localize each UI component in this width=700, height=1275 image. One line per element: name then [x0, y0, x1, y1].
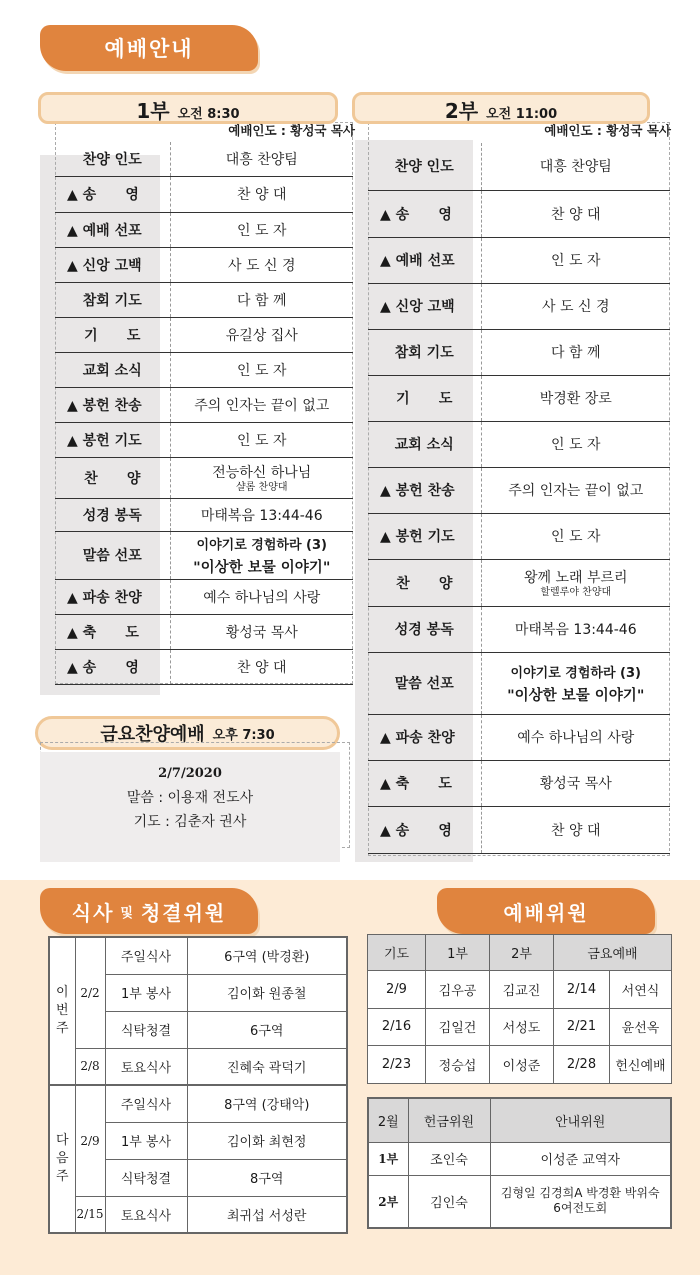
order-value: 인 도 자	[170, 422, 353, 457]
sermon-title: "이상한 보물 이야기"	[507, 687, 645, 704]
offering-header: 헌금위원	[408, 1098, 490, 1142]
order-value	[481, 559, 670, 606]
order-label: ▲ 신앙 고백	[55, 247, 170, 282]
order-value: 사 도 신 경	[481, 283, 670, 329]
meal-type: 1부 봉사	[105, 1122, 187, 1159]
offering-month: 2월	[368, 1098, 408, 1142]
staff-cell: 2/21	[554, 1008, 610, 1046]
order-row	[368, 559, 670, 606]
worship-staff-title-text: 예배위원	[503, 900, 589, 925]
order-value: 황성국 목사	[481, 760, 670, 806]
order-row	[55, 212, 353, 247]
order-row	[368, 760, 670, 806]
order-label: ▲ 송 영	[55, 649, 170, 684]
order-row	[55, 579, 353, 614]
service2-header	[352, 92, 650, 124]
order-value: 황성국 목사	[170, 614, 353, 649]
meal-title-main: 식사	[71, 900, 115, 925]
order-row	[368, 652, 670, 714]
order-row	[368, 329, 670, 375]
meal-cleaning-title	[40, 888, 258, 934]
meal-title-rest: 청결위원	[140, 900, 227, 925]
meal-who: 6구역 (박경환)	[187, 937, 347, 974]
order-row	[55, 422, 353, 457]
friday-date: 2/7/2020	[158, 766, 222, 781]
order-value: 인 도 자	[481, 237, 670, 283]
order-value: 주의 인자는 끝이 없고	[170, 387, 353, 422]
order-label: ▲ 봉헌 기도	[368, 513, 481, 559]
order-value: 인 도 자	[170, 352, 353, 387]
meal-type: 식탁청결	[105, 1011, 187, 1048]
anthem-title: 전능하신 하나님	[212, 465, 312, 481]
meal-who: 김이화 원종철	[187, 974, 347, 1011]
staff-cell: 서성도	[490, 1008, 554, 1046]
order-value: 예수 하나님의 사랑	[170, 579, 353, 614]
meal-who: 최귀섭 서성란	[187, 1196, 347, 1233]
order-value: 인 도 자	[170, 212, 353, 247]
staff-cell: 김우공	[426, 971, 490, 1009]
staff-cell: 김일건	[426, 1008, 490, 1046]
meal-date: 2/15	[75, 1196, 105, 1233]
order-label: ▲ 파송 찬양	[55, 579, 170, 614]
meal-type: 1부 봉사	[105, 974, 187, 1011]
guide-header: 안내위원	[490, 1098, 671, 1142]
staff-header: 2부	[490, 935, 554, 971]
order-value: 마태복음 13:44-46	[170, 498, 353, 531]
order-row	[55, 142, 353, 176]
sermon-title: "이상한 보물 이야기"	[193, 559, 331, 576]
order-row	[368, 513, 670, 559]
worship-staff-title	[437, 888, 655, 934]
staff-cell: 2/23	[368, 1046, 426, 1084]
staff-header: 기도	[368, 935, 426, 971]
order-value: 마태복음 13:44-46	[481, 606, 670, 652]
order-value: 다 함 께	[481, 329, 670, 375]
service2-name: 2부	[444, 99, 479, 123]
meal-who: 6구역	[187, 1011, 347, 1048]
service2-order-table	[368, 143, 670, 854]
meal-who: 8구역	[187, 1159, 347, 1196]
order-label: ▲ 송 영	[368, 806, 481, 853]
order-label: ▲ 신앙 고백	[368, 283, 481, 329]
order-row	[55, 457, 353, 498]
order-label: 성경 봉독	[55, 498, 170, 531]
order-label: 교회 소식	[55, 352, 170, 387]
order-label: ▲ 예배 선포	[55, 212, 170, 247]
staff-header: 1부	[426, 935, 490, 971]
order-label: 기 도	[55, 317, 170, 352]
guide-person: 김형일 김경희A 박경환 박위숙 6여전도회	[490, 1175, 671, 1228]
order-label: ▲ 파송 찬양	[368, 714, 481, 760]
staff-cell: 2/16	[368, 1008, 426, 1046]
order-value: 사 도 신 경	[170, 247, 353, 282]
order-label: ▲ 봉헌 기도	[55, 422, 170, 457]
order-label: 찬 양	[368, 559, 481, 606]
order-label: 교회 소식	[368, 421, 481, 467]
friday-worship-time: 오후 7:30	[212, 727, 275, 743]
meal-date: 2/2	[75, 937, 105, 1048]
staff-cell: 김교진	[490, 971, 554, 1009]
choir-name: 샬롬 찬양대	[236, 482, 288, 493]
order-row	[368, 806, 670, 853]
order-row	[55, 247, 353, 282]
order-label: 말씀 선포	[368, 652, 481, 714]
service1-time: 오전 8:30	[177, 107, 240, 122]
meal-date: 2/9	[75, 1085, 105, 1196]
order-label: 성경 봉독	[368, 606, 481, 652]
service1-header	[38, 92, 338, 124]
meal-title-conj: 및	[120, 905, 135, 921]
order-row	[55, 649, 353, 684]
guide-person: 이성준 교역자	[490, 1142, 671, 1175]
meal-cleaning-table	[48, 936, 348, 1234]
order-value: 찬 양 대	[170, 176, 353, 212]
order-label: 참회 기도	[368, 329, 481, 375]
order-row	[55, 352, 353, 387]
order-value: 다 함 께	[170, 282, 353, 317]
order-label: 말씀 선포	[55, 531, 170, 579]
order-row	[55, 317, 353, 352]
friday-worship-info	[40, 752, 340, 862]
staff-cell: 정승섭	[426, 1046, 490, 1084]
this-week-text: 이번주	[55, 985, 69, 1036]
sermon-series: 이야기로 경험하라 (3)	[510, 665, 641, 681]
meal-type: 주일식사	[105, 937, 187, 974]
staff-cell: 2/14	[554, 971, 610, 1009]
order-value: 유길상 집사	[170, 317, 353, 352]
order-row	[368, 283, 670, 329]
offering-person: 조인숙	[408, 1142, 490, 1175]
order-row	[55, 282, 353, 317]
sermon-series: 이야기로 경험하라 (3)	[196, 537, 327, 553]
order-row	[55, 531, 353, 579]
next-week-label	[49, 1085, 75, 1233]
order-value: 예수 하나님의 사랑	[481, 714, 670, 760]
order-label: ▲ 예배 선포	[368, 237, 481, 283]
order-row	[368, 190, 670, 237]
friday-prayer: 기도 : 김춘자 권사	[133, 814, 247, 830]
offering-svc: 2부	[368, 1175, 408, 1228]
staff-cell: 윤선옥	[610, 1008, 672, 1046]
order-value: 대흥 찬양팀	[481, 143, 670, 190]
choir-name: 할렐루야 찬양대	[540, 587, 612, 598]
order-label: 찬양 인도	[55, 142, 170, 176]
worship-guide-title	[40, 25, 258, 71]
worship-staff-table	[367, 934, 672, 1084]
offering-svc: 1부	[368, 1142, 408, 1175]
order-row	[368, 237, 670, 283]
order-row	[368, 467, 670, 513]
order-value: 찬 양 대	[481, 190, 670, 237]
order-row	[368, 714, 670, 760]
staff-cell: 이성준	[490, 1046, 554, 1084]
order-row	[55, 614, 353, 649]
meal-who: 진혜숙 곽덕기	[187, 1048, 347, 1085]
order-label: ▲ 봉헌 찬송	[368, 467, 481, 513]
order-value: 찬 양 대	[481, 806, 670, 853]
order-value: 주의 인자는 끝이 없고	[481, 467, 670, 513]
staff-cell: 2/28	[554, 1046, 610, 1084]
order-row	[55, 498, 353, 531]
this-week-label	[49, 937, 75, 1085]
order-label: 찬양 인도	[368, 143, 481, 190]
order-value	[170, 457, 353, 498]
order-row	[368, 421, 670, 467]
meal-type: 토요식사	[105, 1048, 187, 1085]
order-label: 기 도	[368, 375, 481, 421]
service1-leader: 예배인도 : 황성국 목사	[228, 123, 355, 138]
order-value: 찬 양 대	[170, 649, 353, 684]
order-label: ▲ 송 영	[368, 190, 481, 237]
meal-type: 식탁청결	[105, 1159, 187, 1196]
staff-cell: 헌신예배	[610, 1046, 672, 1084]
order-row	[368, 375, 670, 421]
staff-cell: 2/9	[368, 971, 426, 1009]
order-row	[55, 176, 353, 212]
offering-guide-table	[367, 1097, 672, 1229]
order-value: 인 도 자	[481, 421, 670, 467]
meal-who: 8구역 (강태악)	[187, 1085, 347, 1122]
meal-type: 주일식사	[105, 1085, 187, 1122]
order-label: ▲ 봉헌 찬송	[55, 387, 170, 422]
service2-time: 오전 11:00	[486, 107, 558, 122]
order-label: ▲ 송 영	[55, 176, 170, 212]
service2-leader: 예배인도 : 황성국 목사	[544, 123, 671, 138]
order-value: 인 도 자	[481, 513, 670, 559]
worship-guide-title-text: 예배안내	[104, 37, 194, 61]
order-label: ▲ 축 도	[55, 614, 170, 649]
staff-header: 금요예배	[554, 935, 672, 971]
order-row	[55, 387, 353, 422]
order-row	[368, 143, 670, 190]
order-label: ▲ 축 도	[368, 760, 481, 806]
friday-worship-name: 금요찬양예배	[100, 724, 205, 745]
staff-cell: 서연식	[610, 971, 672, 1009]
anthem-title: 왕께 노래 부르리	[523, 570, 628, 586]
order-row	[368, 606, 670, 652]
next-week-text: 다음주	[55, 1133, 69, 1184]
meal-type: 토요식사	[105, 1196, 187, 1233]
order-value: 대흥 찬양팀	[170, 142, 353, 176]
order-value: 박경환 장로	[481, 375, 670, 421]
service1-name: 1부	[136, 99, 170, 123]
meal-date: 2/8	[75, 1048, 105, 1085]
order-label: 참회 기도	[55, 282, 170, 317]
service1-order-table	[55, 142, 353, 685]
order-value	[481, 652, 670, 714]
offering-person: 김인숙	[408, 1175, 490, 1228]
order-value	[170, 531, 353, 579]
friday-sermon: 말씀 : 이용재 전도사	[126, 790, 254, 806]
order-label: 찬 양	[55, 457, 170, 498]
meal-who: 김이화 최현정	[187, 1122, 347, 1159]
